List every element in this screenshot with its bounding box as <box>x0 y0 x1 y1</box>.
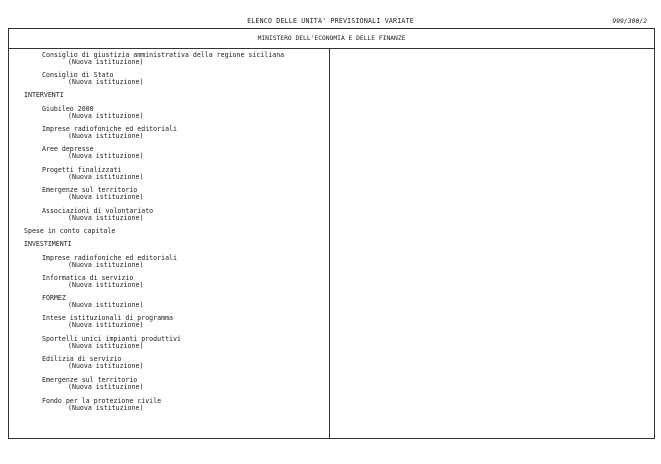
entry-note: (Nuova istituzione) <box>68 383 144 391</box>
column-divider <box>329 48 330 438</box>
document-title: ELENCO DELLE UNITA' PREVISIONALI VARIATE <box>247 17 414 25</box>
entry-note: (Nuova istituzione) <box>68 152 144 160</box>
entry-note: (Nuova istituzione) <box>68 112 144 120</box>
entry-label: Associazioni di volontariato <box>42 207 154 215</box>
page-number: 999/300/2 <box>612 17 647 25</box>
entry-label: Fondo per la protezione civile <box>42 397 162 405</box>
entry-label: Emergenze sul territorio <box>42 186 138 194</box>
entry-note: (Nuova istituzione) <box>68 193 144 201</box>
entry-note: (Nuova istituzione) <box>68 214 144 222</box>
entry-label: Intese istituzionali di programma <box>42 314 174 322</box>
section-heading: INVESTIMENTI <box>24 240 72 248</box>
entry-note: (Nuova istituzione) <box>68 132 144 140</box>
section-heading: INTERVENTI <box>24 91 64 99</box>
entry-note: (Nuova istituzione) <box>68 342 144 350</box>
entry-label: Imprese radiofoniche ed editoriali <box>42 254 177 262</box>
entry-note: (Nuova istituzione) <box>68 78 144 86</box>
entry-note: (Nuova istituzione) <box>68 173 144 181</box>
entry-note: (Nuova istituzione) <box>68 281 144 289</box>
entry-note: (Nuova istituzione) <box>68 404 144 412</box>
entry-label: Sportelli unici impianti produttivi <box>42 335 181 343</box>
entry-note: (Nuova istituzione) <box>68 58 144 66</box>
entry-label: Consiglio di giustizia amministrativa della regione siciliana <box>42 51 285 59</box>
entry-label: Consiglio di Stato <box>42 71 114 79</box>
entry-label: Giubileo 2000 <box>42 105 94 113</box>
entry-label: Emergenze sul territorio <box>42 376 138 384</box>
entries-column <box>9 48 329 438</box>
entry-label: Imprese radiofoniche ed editoriali <box>42 125 177 133</box>
entry-label: Informatica di servizio <box>42 274 134 282</box>
table-frame <box>8 28 655 439</box>
entry-label: Edilizia di servizio <box>42 355 122 363</box>
ministry-header: MINISTERO DELL'ECONOMIA E DELLE FINANZE <box>9 29 654 49</box>
entry-label: Progetti finalizzati <box>42 166 122 174</box>
entry-note: (Nuova istituzione) <box>68 301 144 309</box>
section-heading: Spese in conto capitale <box>24 227 116 235</box>
entry-note: (Nuova istituzione) <box>68 321 144 329</box>
entry-note: (Nuova istituzione) <box>68 261 144 269</box>
entry-note: (Nuova istituzione) <box>68 362 144 370</box>
entry-label: Aree depresse <box>42 145 94 153</box>
entry-label: FORMEZ <box>42 294 66 302</box>
